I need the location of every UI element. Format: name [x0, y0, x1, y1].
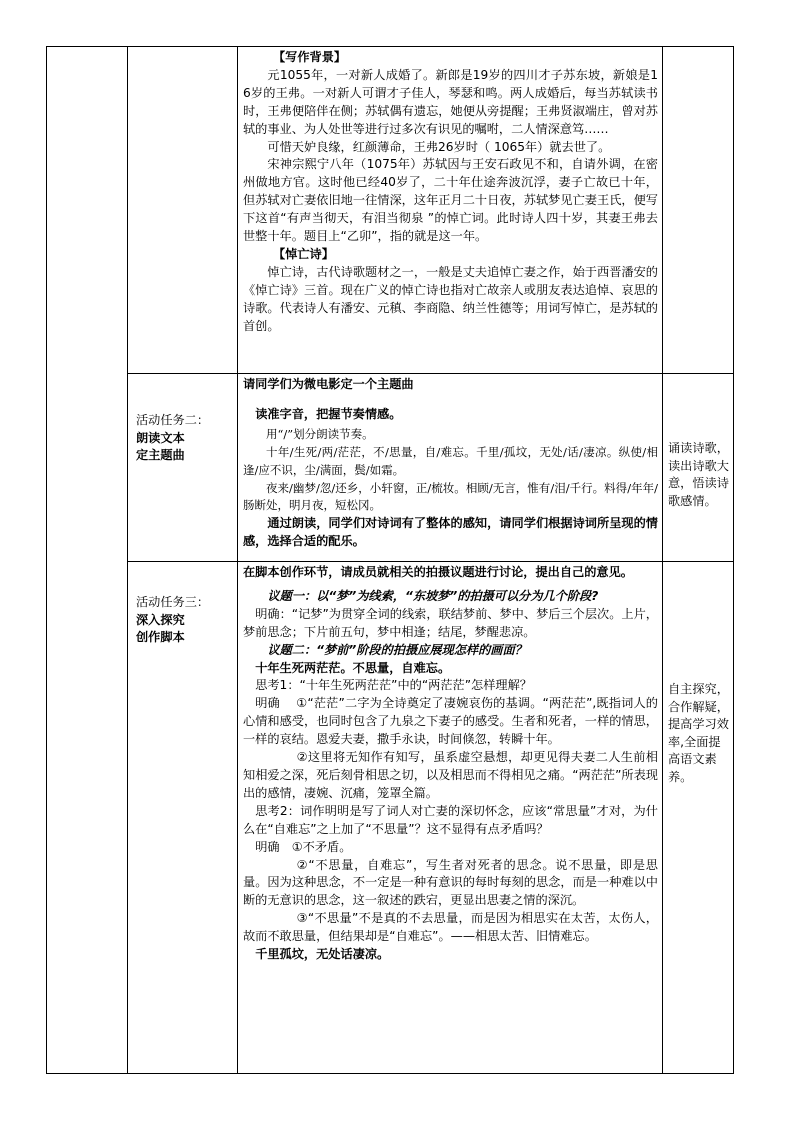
paragraph: ②“不思量，自难忘”，写生者对死者的思念。说不思量，即是思量。因为这种思念，不一定是一种有意识的每时每刻的思念，而是一种难以中断的无意识的思念，这一叙述的跌宕，更显出思妻之情的深沉。 — [243, 857, 658, 908]
activity-label: 活动任务三： — [136, 595, 210, 609]
paragraph: 读准字音，把握节奏情感。 — [255, 406, 402, 421]
poem-line: 千里孤坟，无处话凄凉。 — [255, 947, 390, 962]
paragraph: 明确 ①“茫茫”二字为全诗奠定了凄婉哀伤的基调。“两茫茫”,既指词人的心情和感受，也同时包含了九泉之下妻子的感受。生者和死者，一样的情思，一样的哀结。恩爱夫妻，撒手永诀，时间倏忽，转瞬十年。 — [243, 696, 658, 747]
activity-cell — [128, 562, 238, 1074]
note-cell — [663, 562, 734, 1074]
activity-title: 朗读文本 — [136, 430, 185, 445]
content-cell — [238, 47, 663, 374]
paragraph: 宋神宗熙宁八年（1075年）苏轼因与王安石政见不和，自请外调，在密州做地方官。这时他已经40岁了，二十年仕途奔波沉浮，妻子亡故已十年，但苏轼对亡妻依旧地一往情深，这年正月二十日夜，苏轼梦见亡妻王氏，便写下这首“有声当彻天，有泪当彻泉 ”的悼亡词。此时诗人四十岁，其妻王弗去世整十年。题目上“乙卯”，指的就是这一年。 — [243, 157, 658, 244]
paragraph: 请同学们为微电影定一个主题曲 — [243, 377, 414, 391]
section-heading: 【悼亡诗】 — [273, 246, 334, 261]
left-margin-cell — [47, 47, 128, 1074]
note-text: 诵读诗歌，读出诗歌大意，悟读诗歌感情。 — [668, 441, 729, 508]
activity-title: 定主题曲 — [136, 448, 185, 462]
poem-rhythm: 十年/生死/两/茫茫，不/思量，自/难忘。千里/孤坟，无处/话/凄凉。纵使/相逢/应不识，尘/满面，鬓/如霜。 — [243, 444, 658, 477]
activity-title: 创作脚本 — [136, 630, 185, 644]
content-cell — [238, 374, 663, 562]
section-heading: 【写作背景】 — [273, 50, 347, 64]
paragraph: 通过朗读，同学们对诗词有了整体的感知，请同学们根据诗词所呈现的情感，选择合适的配乐。 — [243, 516, 658, 549]
poem-line: 十年生死两茫茫。不思量，自难忘。 — [255, 660, 451, 675]
paragraph: 元1055年，一对新人成婚了。新郎是19岁的四川才子苏东坡，新娘是16岁的王弗。一对新人可谓才子佳人，琴瑟和鸣。两人成婚后，每当苏轼读书时，王弗便陪伴在侧；苏轼偶有遗忘，她便从旁提醒；王弗贤淑端庄，曾对苏轼的事业、为人处世等进行过多次有识见的嘱咐，二人情深意笃…… — [243, 67, 658, 136]
question: 议题二：“梦前”阶段的拍摄应展现怎样的画面？ — [267, 642, 527, 657]
paragraph: 在脚本创作环节，请成员就相关的拍摄议题进行讨论，提出自己的意见。 — [243, 565, 633, 579]
paragraph: 思考1：“十年生死两茫茫”中的“两茫茫”怎样理解？ — [255, 678, 532, 693]
note-text: 自主探究，合作解疑，提高学习效率,全面提高语文素养。 — [668, 682, 729, 784]
paragraph: ③“不思量”不是真的不去思量，而是因为相思实在太苦，太伤人，故而不敢思量，但结果却是“自难忘”。——相思太苦、旧情难忘。 — [243, 911, 658, 944]
activity-cell — [128, 47, 238, 374]
table-row — [47, 562, 734, 1074]
paragraph: 可惜天妒良缘，红颜薄命，王弗26岁时（ 1065年）就去世了。 — [267, 139, 611, 154]
lesson-plan-table — [46, 46, 734, 1074]
note-cell — [663, 47, 734, 374]
note-cell — [663, 374, 734, 562]
activity-title: 深入探究 — [136, 612, 185, 627]
paragraph: 悼亡诗，古代诗歌题材之一，一般是丈夫追悼亡妻之作，始于西晋潘安的《悼亡诗》三首。现在广义的悼亡诗也指对亡故亲人或朋友表达追悼、哀思的诗歌。代表诗人有潘安、元稹、李商隐、纳兰性德等；用词写悼亡，是苏轼的首创。 — [243, 264, 658, 333]
content-cell — [238, 562, 663, 1074]
activity-label: 活动任务二： — [136, 413, 210, 427]
paragraph: 明确 ①不矛盾。 — [255, 839, 352, 854]
paragraph: ②这里将无知作有知写，虽系虚空悬想，却更见得夫妻二人生前相知相爱之深，死后刻骨相思之切，以及相思而不得相见之痛。“两茫茫”所表现出的感情，凄婉、沉痛，笼罩全篇。 — [243, 750, 658, 800]
poem-rhythm: 夜来/幽梦/忽/还乡，小轩窗，正/梳妆。相顾/无言，惟有/泪/千行。料得/年年/肠断处，明月夜，短松冈。 — [243, 480, 658, 513]
paragraph: 思考2：词作明明是写了词人对亡妻的深切怀念，应该“常思量”才对，为什么在“自难忘”之上加了“不思量”？这不显得有点矛盾吗？ — [243, 803, 658, 836]
table-row — [47, 374, 734, 562]
activity-cell — [128, 374, 238, 562]
table-row — [47, 47, 734, 374]
paragraph: 明确：“记梦”为贯穿全词的线索，联结梦前、梦中、梦后三个层次。上片，梦前思念；下片前五句，梦中相逢；结尾，梦醒悲凉。 — [243, 606, 658, 639]
question: 议题一：以“梦”为线索，“东坡梦”的拍摄可以分为几个阶段? — [267, 588, 599, 603]
paragraph: 用“/”划分朗读节奏。 — [266, 426, 374, 441]
